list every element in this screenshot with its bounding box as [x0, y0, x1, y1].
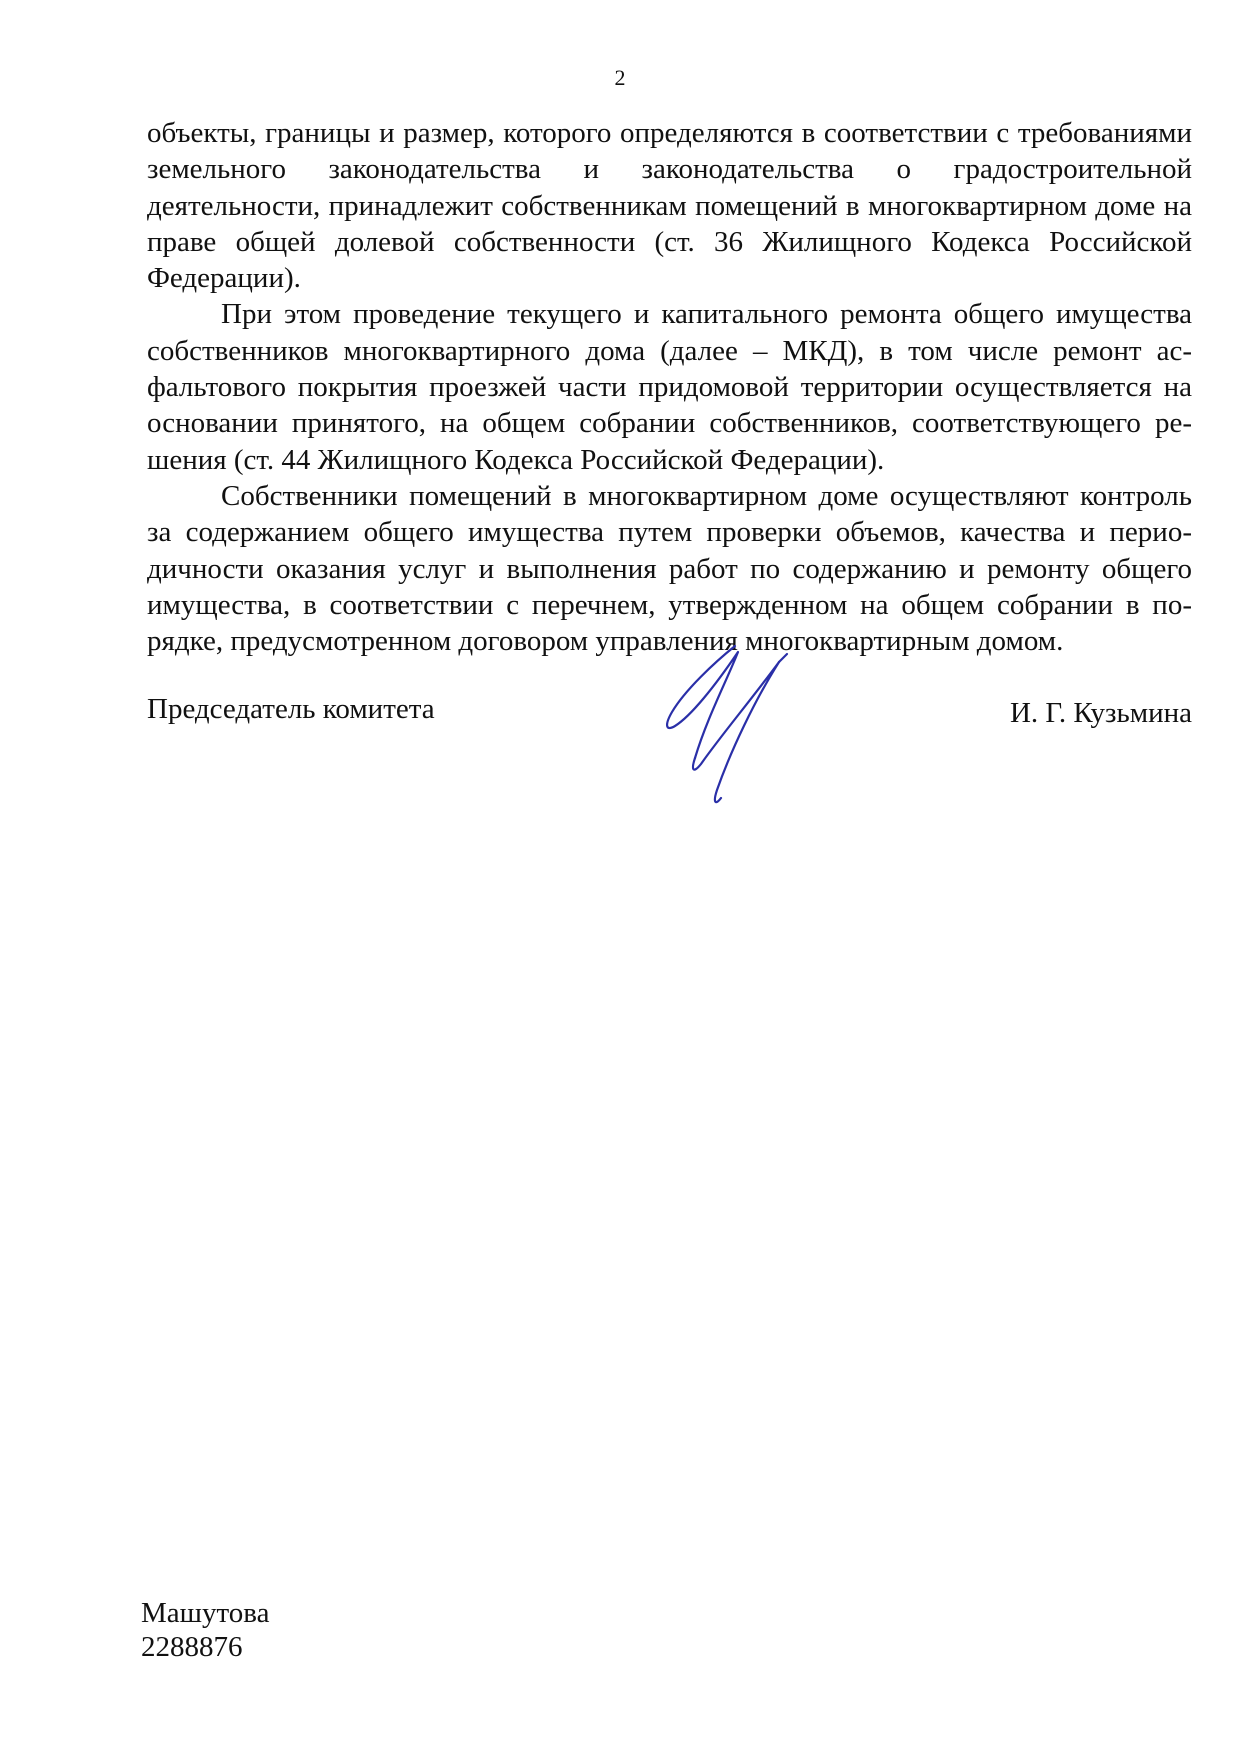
- paragraph-control: Собственники помещений в многоквартирном доме осуществляют контроль за содержанием общего имущества путем проверки объемов, качества и периодичности оказания услуг и выполнения работ по содержанию и ремонту общего имущества, в соответствии с перечнем, утвержденном на общем собрании в порядке, предусмотренном договором управления многоквартирным домом.: [147, 479, 1192, 658]
- signatory-position: Председатель комитета: [147, 693, 435, 725]
- paragraph-repair: При этом проведение текущего и капитального ремонта общего имущества собственников многоквартирного дома (далее – МКД), в том числе ремонт асфальтового покрытия проезжей части придомовой территории осуществляется на основании принятого, на общем собрании собственников, соответствующего решения (ст. 44 Жилищного Кодекса Российской Федерации).: [147, 298, 1192, 476]
- executor-footer: [141, 1596, 269, 1664]
- handwritten-signature: [655, 640, 830, 815]
- letter-body: [147, 115, 1192, 659]
- paragraph-continuation: объекты, границы и размер, которого определяются в соответствии с требованиями земельного законодательства и законодательства о градостроительной деятельности, принадлежит собственникам помещений в многоквартирном доме на праве общей долевой собственности (ст. 36 Жилищного Кодекса Российской Федерации).: [147, 117, 1192, 295]
- executor-name: Машутова: [141, 1597, 270, 1629]
- executor-phone: 2288876: [141, 1631, 243, 1663]
- page-number: 2: [614, 65, 626, 90]
- signatory-name: И. Г. Кузьмина: [1009, 697, 1192, 729]
